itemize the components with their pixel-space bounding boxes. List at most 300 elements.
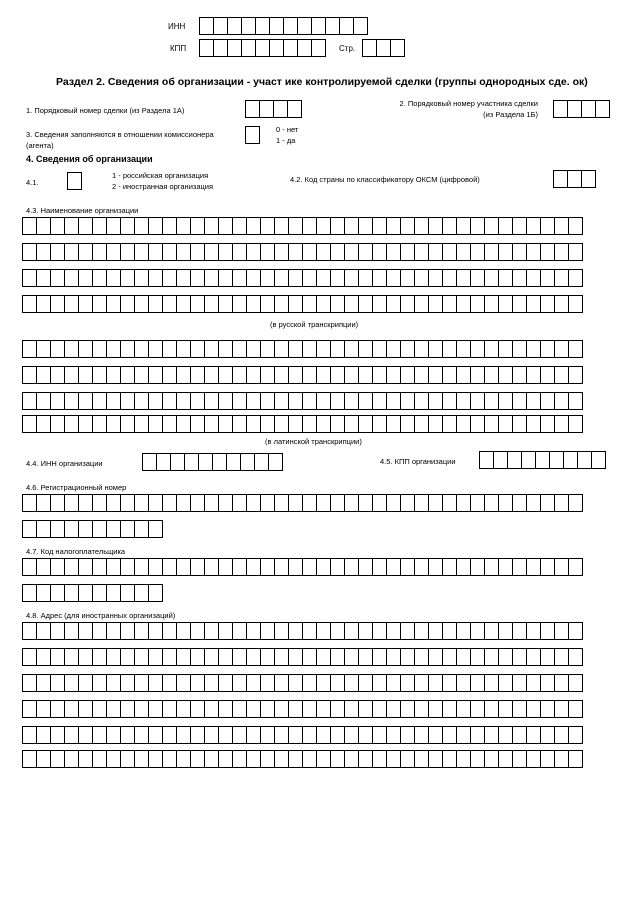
char-cell[interactable]: [92, 392, 107, 410]
char-cell[interactable]: [554, 494, 569, 512]
char-cell[interactable]: [330, 750, 345, 768]
char-cell[interactable]: [540, 674, 555, 692]
char-cell[interactable]: [64, 366, 79, 384]
char-cell[interactable]: [64, 269, 79, 287]
char-cell[interactable]: [386, 558, 401, 576]
char-cell[interactable]: [372, 392, 387, 410]
char-cell[interactable]: [156, 453, 171, 471]
char-cell[interactable]: [199, 17, 214, 35]
char-cell[interactable]: [386, 269, 401, 287]
char-cell[interactable]: [512, 366, 527, 384]
char-cell[interactable]: [358, 217, 373, 235]
char-cell[interactable]: [120, 674, 135, 692]
char-cell[interactable]: [260, 415, 275, 433]
char-cell[interactable]: [204, 392, 219, 410]
char-cell[interactable]: [484, 700, 499, 718]
char-cell[interactable]: [372, 340, 387, 358]
char-cell[interactable]: [358, 415, 373, 433]
char-cell[interactable]: [269, 17, 284, 35]
char-cell[interactable]: [372, 726, 387, 744]
char-cell[interactable]: [595, 100, 610, 118]
char-cell[interactable]: [498, 243, 513, 261]
char-cell[interactable]: [120, 494, 135, 512]
char-cell[interactable]: [120, 366, 135, 384]
char-cell[interactable]: [302, 558, 317, 576]
char-cell[interactable]: [64, 243, 79, 261]
char-cell[interactable]: [92, 340, 107, 358]
char-cell[interactable]: [176, 674, 191, 692]
char-cell[interactable]: [190, 700, 205, 718]
char-cell[interactable]: [218, 726, 233, 744]
char-cell[interactable]: [274, 392, 289, 410]
char-cell[interactable]: [484, 295, 499, 313]
char-cell[interactable]: [288, 648, 303, 666]
char-cell[interactable]: [22, 340, 37, 358]
char-cell[interactable]: [218, 340, 233, 358]
char-cell[interactable]: [259, 100, 274, 118]
char-cell[interactable]: [204, 243, 219, 261]
char-cell[interactable]: [400, 295, 415, 313]
char-cell[interactable]: [456, 700, 471, 718]
char-cell[interactable]: [470, 295, 485, 313]
char-cell[interactable]: [273, 100, 288, 118]
char-cell[interactable]: [22, 366, 37, 384]
char-cell[interactable]: [120, 750, 135, 768]
char-cell[interactable]: [330, 392, 345, 410]
char-cell[interactable]: [484, 558, 499, 576]
char-cell[interactable]: [64, 558, 79, 576]
char-cell[interactable]: [106, 750, 121, 768]
char-cell[interactable]: [535, 451, 550, 469]
char-cell[interactable]: [470, 558, 485, 576]
char-cell[interactable]: [568, 415, 583, 433]
char-cell[interactable]: [241, 39, 256, 57]
char-cell[interactable]: [507, 451, 522, 469]
char-cell[interactable]: [470, 269, 485, 287]
char-cell[interactable]: [92, 726, 107, 744]
char-cell[interactable]: [400, 726, 415, 744]
char-cell[interactable]: [232, 340, 247, 358]
char-cell[interactable]: [568, 558, 583, 576]
char-cell[interactable]: [414, 366, 429, 384]
char-cell[interactable]: [218, 415, 233, 433]
char-cell[interactable]: [470, 750, 485, 768]
char-cell[interactable]: [554, 340, 569, 358]
char-cell[interactable]: [176, 648, 191, 666]
char-cell[interactable]: [512, 392, 527, 410]
char-cell[interactable]: [540, 217, 555, 235]
char-cell[interactable]: [484, 340, 499, 358]
char-cell[interactable]: [148, 494, 163, 512]
char-cell[interactable]: [260, 340, 275, 358]
char-cell[interactable]: [540, 269, 555, 287]
char-cell[interactable]: [302, 243, 317, 261]
char-cell[interactable]: [134, 750, 149, 768]
char-cell[interactable]: [148, 584, 163, 602]
char-cell[interactable]: [498, 366, 513, 384]
field2-cells[interactable]: [553, 100, 609, 118]
char-cell[interactable]: [400, 558, 415, 576]
char-cell[interactable]: [190, 750, 205, 768]
char-cell[interactable]: [358, 726, 373, 744]
char-cell[interactable]: [64, 726, 79, 744]
char-cell[interactable]: [288, 558, 303, 576]
char-cell[interactable]: [134, 700, 149, 718]
char-cell[interactable]: [218, 648, 233, 666]
char-cell[interactable]: [64, 217, 79, 235]
char-cell[interactable]: [50, 494, 65, 512]
char-cell[interactable]: [120, 700, 135, 718]
char-cell[interactable]: [554, 700, 569, 718]
char-cell[interactable]: [176, 494, 191, 512]
char-cell[interactable]: [162, 415, 177, 433]
char-cell[interactable]: [456, 392, 471, 410]
char-cell[interactable]: [260, 392, 275, 410]
char-cell[interactable]: [554, 295, 569, 313]
char-cell[interactable]: [344, 750, 359, 768]
char-cell[interactable]: [134, 726, 149, 744]
char-cell[interactable]: [330, 494, 345, 512]
char-cell[interactable]: [554, 622, 569, 640]
char-cell[interactable]: [554, 674, 569, 692]
char-cell[interactable]: [484, 243, 499, 261]
char-cell[interactable]: [218, 269, 233, 287]
address-row-3[interactable]: [22, 674, 582, 692]
char-cell[interactable]: [176, 622, 191, 640]
char-cell[interactable]: [134, 648, 149, 666]
char-cell[interactable]: [568, 700, 583, 718]
char-cell[interactable]: [577, 451, 592, 469]
char-cell[interactable]: [260, 494, 275, 512]
char-cell[interactable]: [64, 295, 79, 313]
char-cell[interactable]: [358, 622, 373, 640]
char-cell[interactable]: [484, 622, 499, 640]
char-cell[interactable]: [50, 558, 65, 576]
char-cell[interactable]: [106, 700, 121, 718]
char-cell[interactable]: [540, 726, 555, 744]
char-cell[interactable]: [484, 648, 499, 666]
char-cell[interactable]: [204, 217, 219, 235]
char-cell[interactable]: [428, 674, 443, 692]
char-cell[interactable]: [456, 494, 471, 512]
char-cell[interactable]: [120, 295, 135, 313]
char-cell[interactable]: [218, 366, 233, 384]
char-cell[interactable]: [568, 366, 583, 384]
char-cell[interactable]: [470, 494, 485, 512]
char-cell[interactable]: [92, 584, 107, 602]
char-cell[interactable]: [442, 726, 457, 744]
char-cell[interactable]: [568, 750, 583, 768]
char-cell[interactable]: [316, 415, 331, 433]
char-cell[interactable]: [428, 558, 443, 576]
char-cell[interactable]: [302, 340, 317, 358]
char-cell[interactable]: [414, 217, 429, 235]
char-cell[interactable]: [134, 366, 149, 384]
char-cell[interactable]: [302, 674, 317, 692]
char-cell[interactable]: [344, 700, 359, 718]
char-cell[interactable]: [232, 674, 247, 692]
char-cell[interactable]: [316, 340, 331, 358]
char-cell[interactable]: [274, 700, 289, 718]
char-cell[interactable]: [78, 648, 93, 666]
char-cell[interactable]: [316, 674, 331, 692]
char-cell[interactable]: [386, 700, 401, 718]
reg-number-row-1[interactable]: [22, 494, 582, 512]
char-cell[interactable]: [218, 392, 233, 410]
char-cell[interactable]: [316, 217, 331, 235]
char-cell[interactable]: [190, 622, 205, 640]
char-cell[interactable]: [297, 39, 312, 57]
char-cell[interactable]: [470, 622, 485, 640]
char-cell[interactable]: [246, 392, 261, 410]
char-cell[interactable]: [330, 622, 345, 640]
char-cell[interactable]: [50, 340, 65, 358]
char-cell[interactable]: [386, 392, 401, 410]
char-cell[interactable]: [358, 558, 373, 576]
char-cell[interactable]: [344, 340, 359, 358]
char-cell[interactable]: [456, 622, 471, 640]
char-cell[interactable]: [428, 700, 443, 718]
char-cell[interactable]: [241, 17, 256, 35]
char-cell[interactable]: [274, 558, 289, 576]
char-cell[interactable]: [414, 700, 429, 718]
char-cell[interactable]: [288, 243, 303, 261]
char-cell[interactable]: [64, 648, 79, 666]
char-cell[interactable]: [274, 726, 289, 744]
char-cell[interactable]: [106, 648, 121, 666]
char-cell[interactable]: [344, 295, 359, 313]
char-cell[interactable]: [339, 17, 354, 35]
char-cell[interactable]: [232, 366, 247, 384]
char-cell[interactable]: [78, 726, 93, 744]
char-cell[interactable]: [390, 39, 405, 57]
char-cell[interactable]: [162, 700, 177, 718]
char-cell[interactable]: [254, 453, 269, 471]
char-cell[interactable]: [245, 126, 260, 144]
char-cell[interactable]: [246, 295, 261, 313]
char-cell[interactable]: [414, 750, 429, 768]
char-cell[interactable]: [287, 100, 302, 118]
char-cell[interactable]: [78, 558, 93, 576]
char-cell[interactable]: [78, 243, 93, 261]
char-cell[interactable]: [67, 172, 82, 190]
name-latin-row-1[interactable]: [22, 340, 582, 358]
char-cell[interactable]: [213, 17, 228, 35]
char-cell[interactable]: [36, 584, 51, 602]
char-cell[interactable]: [316, 648, 331, 666]
name-russian-row-3[interactable]: [22, 269, 582, 287]
address-row-5[interactable]: [22, 726, 582, 744]
char-cell[interactable]: [260, 750, 275, 768]
char-cell[interactable]: [372, 494, 387, 512]
char-cell[interactable]: [302, 726, 317, 744]
char-cell[interactable]: [162, 392, 177, 410]
char-cell[interactable]: [274, 366, 289, 384]
char-cell[interactable]: [372, 700, 387, 718]
char-cell[interactable]: [190, 366, 205, 384]
char-cell[interactable]: [554, 217, 569, 235]
char-cell[interactable]: [484, 269, 499, 287]
char-cell[interactable]: [246, 674, 261, 692]
char-cell[interactable]: [260, 674, 275, 692]
char-cell[interactable]: [106, 366, 121, 384]
char-cell[interactable]: [64, 622, 79, 640]
char-cell[interactable]: [568, 269, 583, 287]
char-cell[interactable]: [498, 648, 513, 666]
char-cell[interactable]: [428, 243, 443, 261]
char-cell[interactable]: [316, 700, 331, 718]
char-cell[interactable]: [274, 494, 289, 512]
char-cell[interactable]: [456, 674, 471, 692]
char-cell[interactable]: [148, 726, 163, 744]
char-cell[interactable]: [162, 750, 177, 768]
char-cell[interactable]: [484, 392, 499, 410]
char-cell[interactable]: [246, 415, 261, 433]
char-cell[interactable]: [288, 700, 303, 718]
char-cell[interactable]: [563, 451, 578, 469]
char-cell[interactable]: [330, 648, 345, 666]
char-cell[interactable]: [316, 726, 331, 744]
char-cell[interactable]: [540, 295, 555, 313]
char-cell[interactable]: [567, 170, 582, 188]
char-cell[interactable]: [204, 415, 219, 433]
char-cell[interactable]: [526, 217, 541, 235]
char-cell[interactable]: [456, 295, 471, 313]
char-cell[interactable]: [456, 366, 471, 384]
char-cell[interactable]: [521, 451, 536, 469]
char-cell[interactable]: [148, 340, 163, 358]
char-cell[interactable]: [428, 415, 443, 433]
char-cell[interactable]: [526, 750, 541, 768]
char-cell[interactable]: [274, 340, 289, 358]
char-cell[interactable]: [288, 674, 303, 692]
char-cell[interactable]: [526, 674, 541, 692]
char-cell[interactable]: [232, 392, 247, 410]
char-cell[interactable]: [204, 340, 219, 358]
char-cell[interactable]: [269, 39, 284, 57]
char-cell[interactable]: [568, 494, 583, 512]
char-cell[interactable]: [134, 674, 149, 692]
char-cell[interactable]: [358, 494, 373, 512]
char-cell[interactable]: [22, 648, 37, 666]
char-cell[interactable]: [92, 243, 107, 261]
char-cell[interactable]: [549, 451, 564, 469]
char-cell[interactable]: [36, 269, 51, 287]
char-cell[interactable]: [316, 366, 331, 384]
name-latin-row-3[interactable]: [22, 392, 582, 410]
char-cell[interactable]: [92, 494, 107, 512]
char-cell[interactable]: [22, 520, 37, 538]
char-cell[interactable]: [162, 674, 177, 692]
char-cell[interactable]: [134, 295, 149, 313]
page-cells[interactable]: [362, 39, 404, 57]
char-cell[interactable]: [540, 558, 555, 576]
char-cell[interactable]: [484, 726, 499, 744]
char-cell[interactable]: [325, 17, 340, 35]
char-cell[interactable]: [512, 700, 527, 718]
taxpayer-code-row-2[interactable]: [22, 584, 162, 602]
char-cell[interactable]: [344, 392, 359, 410]
char-cell[interactable]: [428, 648, 443, 666]
char-cell[interactable]: [78, 269, 93, 287]
char-cell[interactable]: [591, 451, 606, 469]
char-cell[interactable]: [106, 520, 121, 538]
char-cell[interactable]: [568, 217, 583, 235]
char-cell[interactable]: [512, 340, 527, 358]
char-cell[interactable]: [190, 269, 205, 287]
char-cell[interactable]: [376, 39, 391, 57]
char-cell[interactable]: [232, 700, 247, 718]
char-cell[interactable]: [302, 700, 317, 718]
char-cell[interactable]: [22, 243, 37, 261]
char-cell[interactable]: [428, 217, 443, 235]
char-cell[interactable]: [64, 415, 79, 433]
char-cell[interactable]: [232, 622, 247, 640]
char-cell[interactable]: [400, 648, 415, 666]
char-cell[interactable]: [120, 622, 135, 640]
char-cell[interactable]: [227, 17, 242, 35]
char-cell[interactable]: [479, 451, 494, 469]
char-cell[interactable]: [176, 269, 191, 287]
char-cell[interactable]: [568, 392, 583, 410]
char-cell[interactable]: [50, 674, 65, 692]
char-cell[interactable]: [330, 340, 345, 358]
char-cell[interactable]: [22, 584, 37, 602]
char-cell[interactable]: [414, 340, 429, 358]
char-cell[interactable]: [344, 726, 359, 744]
char-cell[interactable]: [428, 392, 443, 410]
char-cell[interactable]: [190, 340, 205, 358]
char-cell[interactable]: [526, 700, 541, 718]
char-cell[interactable]: [400, 622, 415, 640]
char-cell[interactable]: [311, 17, 326, 35]
char-cell[interactable]: [232, 726, 247, 744]
char-cell[interactable]: [245, 100, 260, 118]
char-cell[interactable]: [484, 750, 499, 768]
char-cell[interactable]: [232, 415, 247, 433]
char-cell[interactable]: [106, 622, 121, 640]
char-cell[interactable]: [526, 269, 541, 287]
char-cell[interactable]: [428, 366, 443, 384]
char-cell[interactable]: [246, 340, 261, 358]
char-cell[interactable]: [176, 366, 191, 384]
char-cell[interactable]: [470, 674, 485, 692]
char-cell[interactable]: [120, 726, 135, 744]
char-cell[interactable]: [134, 217, 149, 235]
char-cell[interactable]: [283, 39, 298, 57]
char-cell[interactable]: [36, 217, 51, 235]
char-cell[interactable]: [204, 622, 219, 640]
char-cell[interactable]: [456, 243, 471, 261]
char-cell[interactable]: [330, 295, 345, 313]
char-cell[interactable]: [22, 750, 37, 768]
char-cell[interactable]: [400, 269, 415, 287]
char-cell[interactable]: [148, 392, 163, 410]
char-cell[interactable]: [358, 750, 373, 768]
char-cell[interactable]: [106, 217, 121, 235]
char-cell[interactable]: [64, 520, 79, 538]
char-cell[interactable]: [134, 243, 149, 261]
char-cell[interactable]: [92, 700, 107, 718]
char-cell[interactable]: [162, 558, 177, 576]
char-cell[interactable]: [78, 340, 93, 358]
char-cell[interactable]: [134, 494, 149, 512]
char-cell[interactable]: [50, 584, 65, 602]
char-cell[interactable]: [134, 584, 149, 602]
char-cell[interactable]: [78, 295, 93, 313]
char-cell[interactable]: [148, 415, 163, 433]
char-cell[interactable]: [288, 269, 303, 287]
